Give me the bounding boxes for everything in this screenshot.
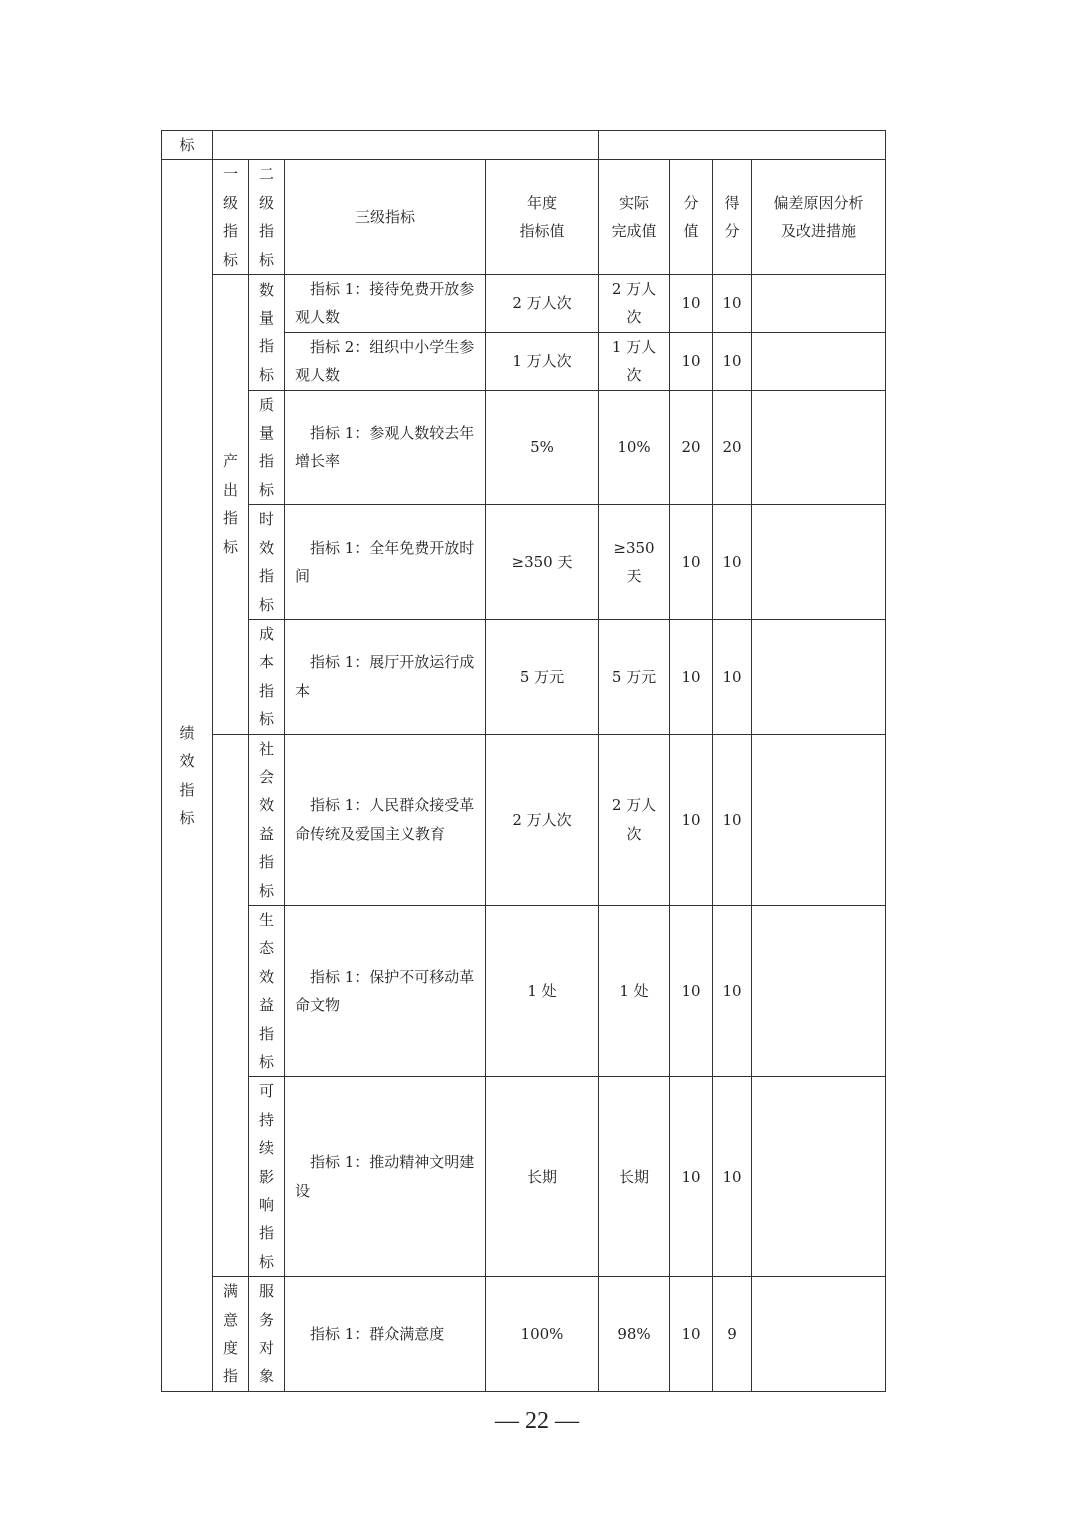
score-cell: 10: [713, 734, 752, 905]
indicator-text: 指标 1：保护不可移动革命文物: [295, 967, 475, 1015]
column-header-row: [162, 160, 886, 275]
annual-target-header: [486, 160, 599, 275]
actual-cell: 10%: [599, 390, 670, 505]
level2-text: 可持续影响指标: [259, 1082, 275, 1271]
indicator-text: 指标 1：展厅开放运行成本: [295, 653, 475, 700]
indicator-text: 指标 1：参观人数较去年增长率: [295, 424, 475, 471]
level2-cell: [249, 734, 285, 905]
actual-cell: 1 处: [599, 905, 670, 1076]
target-cell: 5%: [486, 390, 599, 505]
deviation-header: [752, 160, 886, 275]
level1-header-text: 一级指标: [223, 165, 239, 269]
level2-header: [249, 160, 285, 275]
points-header-line1: 分: [683, 193, 699, 212]
indicator-text: 指标 2：组织中小学生参观人数: [295, 337, 475, 385]
indicator-cell: [285, 619, 486, 734]
score-cell: 9: [713, 1277, 752, 1392]
indicator-cell: [285, 905, 486, 1076]
table-row: [162, 505, 886, 620]
deviation-header-line2: 及改进措施: [780, 222, 856, 241]
deviation-cell: [752, 275, 886, 333]
header-row-top: [162, 131, 886, 160]
target-cell: 2 万人次: [486, 275, 599, 333]
table-row: [162, 619, 886, 734]
table-row: [162, 1077, 886, 1277]
indicator-text: 指标 1：接待免费开放参观人数: [295, 280, 475, 327]
points-cell: 10: [670, 1077, 713, 1277]
deviation-cell: [752, 1277, 886, 1392]
target-cell: 2 万人次: [486, 734, 599, 905]
level1-output: [213, 275, 249, 735]
points-header: [670, 160, 713, 275]
actual-value-header: [599, 160, 670, 275]
level1-satisfaction-text: 满意度指: [223, 1282, 239, 1386]
level1-satisfaction: [213, 1277, 249, 1392]
actual-text: ≥350 天: [613, 538, 655, 586]
points-cell: 10: [670, 1277, 713, 1392]
performance-indicator-table: [161, 130, 886, 1392]
score-cell: 10: [713, 1077, 752, 1277]
points-cell: 10: [670, 505, 713, 620]
score-cell: 10: [713, 332, 752, 390]
score-header-line2: 分: [724, 222, 740, 241]
level2-cell: [249, 1277, 285, 1392]
level2-cell: [249, 505, 285, 620]
score-cell: 10: [713, 505, 752, 620]
points-cell: 10: [670, 734, 713, 905]
actual-cell: 长期: [599, 1077, 670, 1277]
deviation-cell: [752, 905, 886, 1076]
actual-value-header-line2: 完成值: [611, 222, 657, 241]
score-cell: 10: [713, 619, 752, 734]
actual-cell: [599, 505, 670, 620]
actual-text: 1 万人次: [611, 337, 657, 385]
indicator-text: 指标 1：全年免费开放时间: [295, 538, 475, 586]
indicator-cell: [285, 1077, 486, 1277]
content-cell: [213, 131, 599, 160]
level2-text: 成本指标: [259, 624, 275, 729]
actual-cell: 5 万元: [599, 619, 670, 734]
score-header: [713, 160, 752, 275]
deviation-cell: [752, 390, 886, 505]
actual-text: 2 万人次: [611, 280, 657, 327]
indicator-text: 指标 1：推动精神文明建设: [295, 1153, 475, 1200]
indicator-text: 指标 1：群众满意度: [310, 1324, 445, 1343]
performance-indicator-label: [162, 160, 213, 1391]
table-row: [162, 1277, 886, 1392]
target-cell: ≥350 天: [486, 505, 599, 620]
indicator-cell: [285, 505, 486, 620]
target-cell: 100%: [486, 1277, 599, 1392]
annual-target-header-line2: 指标值: [519, 222, 565, 241]
score-cell: 20: [713, 390, 752, 505]
indicator-cell: [285, 275, 486, 333]
target-cell: 1 处: [486, 905, 599, 1076]
points-cell: 20: [670, 390, 713, 505]
points-header-line2: 值: [683, 222, 699, 241]
table-row: [162, 275, 886, 333]
deviation-cell: [752, 734, 886, 905]
indicator-cell: [285, 332, 486, 390]
indicator-cell: [285, 390, 486, 505]
actual-cell: 98%: [599, 1277, 670, 1392]
indicator-text: 指标 1：人民群众接受革命传统及爱国主义教育: [295, 796, 475, 843]
page-number: — 22 —: [495, 1408, 579, 1434]
level1-effect: [213, 734, 249, 1277]
indicator-cell: [285, 734, 486, 905]
level2-text: 社会效益指标: [259, 739, 275, 900]
points-cell: 10: [670, 905, 713, 1076]
performance-indicator-text: 绩效指标: [179, 723, 195, 828]
points-cell: 10: [670, 275, 713, 333]
deviation-header-line1: 偏差原因分析: [773, 193, 864, 212]
level2-header-text: 二级指标: [259, 165, 275, 269]
points-cell: 10: [670, 332, 713, 390]
level2-text: 服务对象: [259, 1282, 275, 1386]
actual-cell: [599, 734, 670, 905]
content-cell-right: [599, 131, 886, 160]
level2-text: 时效指标: [259, 510, 275, 614]
level1-output-text: 产出指标: [223, 452, 239, 556]
target-cell: 1 万人次: [486, 332, 599, 390]
level2-cell: [249, 1077, 285, 1277]
level2-cell: [249, 390, 285, 505]
deviation-cell: [752, 505, 886, 620]
score-header-line1: 得: [724, 193, 740, 212]
level2-cell: [249, 275, 285, 391]
target-cell: 5 万元: [486, 619, 599, 734]
level2-cell: [249, 905, 285, 1076]
score-cell: 10: [713, 905, 752, 1076]
table-row: [162, 734, 886, 905]
actual-cell: [599, 332, 670, 390]
actual-cell: [599, 275, 670, 333]
level2-text: 生态效益指标: [259, 910, 275, 1071]
annual-target-header-line1: 年度: [526, 193, 557, 212]
level3-header: 三级指标: [285, 160, 486, 275]
deviation-cell: [752, 332, 886, 390]
score-cell: 10: [713, 275, 752, 333]
indicator-cell: [285, 1277, 486, 1392]
deviation-cell: [752, 619, 886, 734]
table-row: [162, 390, 886, 505]
actual-value-header-line1: 实际: [618, 193, 649, 212]
level2-text: 数量指标: [259, 280, 275, 384]
target-cell: 长期: [486, 1077, 599, 1277]
level2-cell: [249, 619, 285, 734]
actual-text: 2 万人次: [611, 796, 657, 843]
label-cell: 标: [162, 131, 213, 160]
deviation-cell: [752, 1077, 886, 1277]
table-row: [162, 905, 886, 1076]
points-cell: 10: [670, 619, 713, 734]
level1-header: [213, 160, 249, 275]
level2-text: 质量指标: [259, 395, 275, 499]
